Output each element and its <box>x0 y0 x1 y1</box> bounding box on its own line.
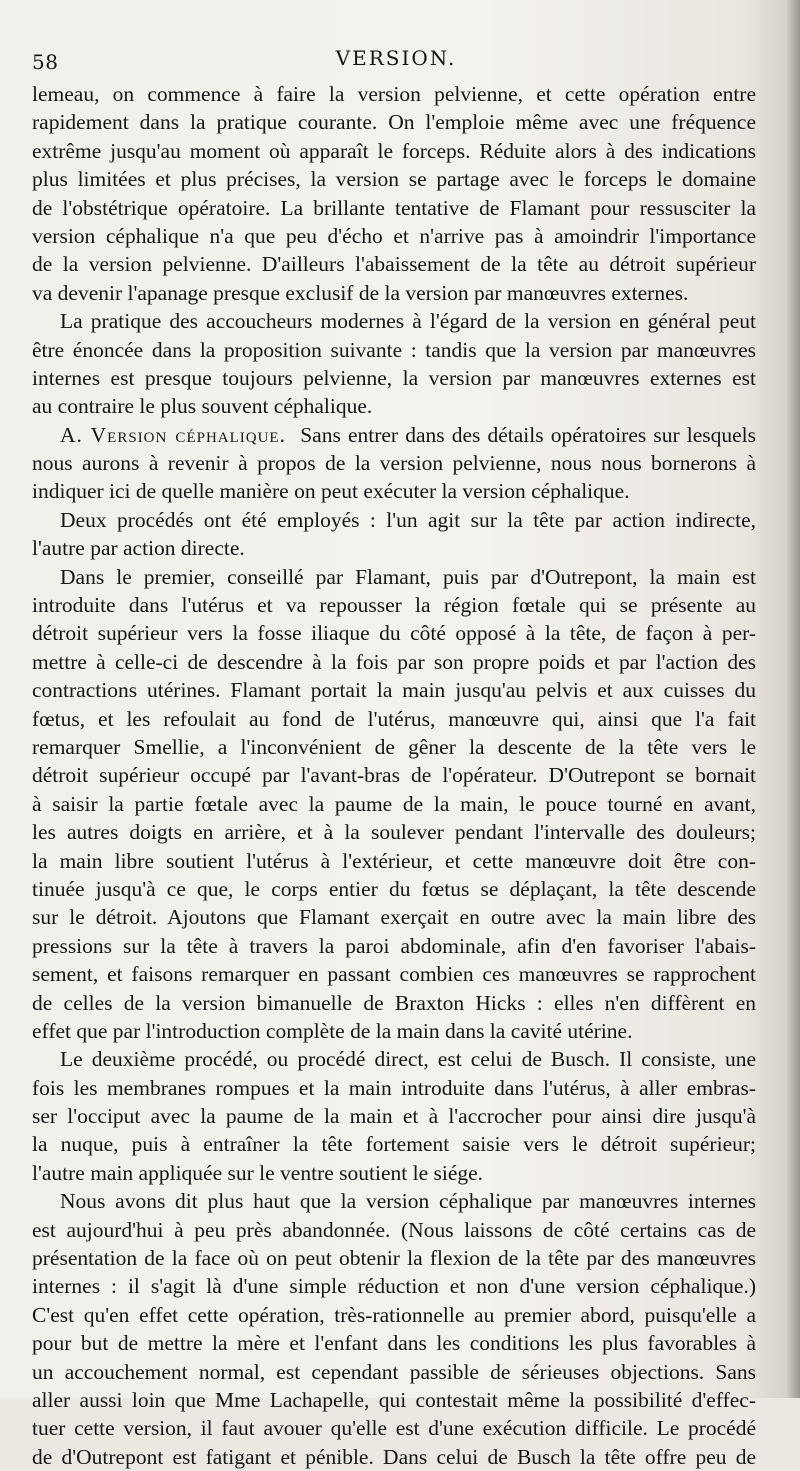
text-line: mettre à celle-ci de descendre à la fois par son propre poids et par l'action des <box>32 649 756 674</box>
page-edge-shadow <box>786 0 800 1398</box>
text-line: Deux procédés ont été employés : l'un agit sur la tête par action indirecte, <box>60 507 756 532</box>
text-line: être énoncée dans la proposition suivante : tandis que la version par manœuvres <box>32 337 756 362</box>
text-line: tuer cette version, il faut avouer qu'elle est d'une exécution difficile. Le procédé <box>32 1416 756 1441</box>
text-line: va devenir l'apanage presque exclusif de la version par manœuvres externes. <box>32 280 689 305</box>
page-number: 58 <box>32 50 59 74</box>
text-line: nous aurons à revenir à propos de la version pelvienne, nous nous bornerons à <box>32 451 756 476</box>
text-line: présentation de la face où on peut obtenir la flexion de la tête par des manœuvres <box>32 1246 756 1271</box>
text-line: sur le détroit. Ajoutons que Flamant exerçait en outre avec la main libre des <box>32 905 756 930</box>
text-line: pour but de mettre la mère et l'enfant dans les conditions les plus favorables à <box>32 1331 756 1356</box>
text-line: est aujourd'hui à peu près abandonnée. (Nous laissons de côté certains cas de <box>32 1217 756 1242</box>
text-line: extrême jusqu'au moment où apparaît le forceps. Réduite alors à des indications <box>32 138 756 163</box>
text-line: pressions sur la tête à travers la paroi abdominale, afin d'en favoriser l'abais- <box>32 933 756 958</box>
text-line: internes est presque toujours pelvienne, la version par manœuvres externes est <box>32 365 756 390</box>
text-line: aller aussi loin que Mme Lachapelle, qui contestait même la possibilité d'effec- <box>32 1387 756 1412</box>
text-line: détroit supérieur vers la fosse iliaque du côté opposé à la tête, de façon à per- <box>32 621 756 646</box>
text-line: de d'Outrepont est fatigant et pénible. Dans celui de Busch la tête offre peu de <box>32 1444 756 1469</box>
text-line: introduite dans l'utérus et va repousser la région fœtale qui se présente au <box>32 593 756 618</box>
text-line: Sans entrer dans des détails opératoires sur lesquels <box>300 422 756 447</box>
text-line: plus limitées et plus précises, la version se partage avec le forceps le domaine <box>32 167 756 192</box>
text-line: C'est qu'en effet cette opération, très-rationnelle au premier abord, puisqu'elle a <box>32 1302 756 1327</box>
text-line: de la version pelvienne. D'ailleurs l'abaissement de la tête au détroit supérieur <box>32 252 756 277</box>
text-line: Dans le premier, conseillé par Flamant, puis par d'Outrepont, la main est <box>60 564 756 589</box>
text-line: l'autre main appliquée sur le ventre soutient le siége. <box>32 1160 484 1185</box>
text-line: fois les membranes rompues et la main introduite dans l'utérus, à aller embras- <box>32 1075 756 1100</box>
text-line: tinuée jusqu'à ce que, le corps entier du fœtus se déplaçant, la tête descende <box>32 876 756 901</box>
text-line: à saisir la partie fœtale avec la paume de la main, le pouce tourné en avant, <box>32 791 756 816</box>
page-header <box>32 44 760 80</box>
text-line: sement, et faisons remarquer en passant combien ces manœuvres se rapprochent <box>32 962 756 987</box>
text-line: la main libre soutient l'utérus à l'extérieur, et cette manœuvre doit être con- <box>32 848 756 873</box>
text-line: Le deuxième procédé, ou procédé direct, est celui de Busch. Il consiste, une <box>60 1047 756 1072</box>
section-heading-line <box>32 421 756 449</box>
text-line: un accouchement normal, est cependant passible de sérieuses objections. Sans <box>32 1359 756 1384</box>
text-line: la nuque, puis à entraîner la tête fortement saisie vers le détroit supérieur; <box>32 1132 756 1157</box>
text-line: de celles de la version bimanuelle de Braxton Hicks : elles n'en diffèrent en <box>32 990 756 1015</box>
text-line: de l'obstétrique opératoire. La brillante tentative de Flamant pour ressusciter la <box>32 195 756 220</box>
body-text <box>32 80 756 1471</box>
text-line: fœtus, et les refoulait au fond de l'utérus, manœuvre qui, ainsi que l'a fait <box>32 706 756 731</box>
text-line: contractions utérines. Flamant portait la main jusqu'au pelvis et aux cuisses du <box>32 678 756 703</box>
section-heading: A. Version céphalique. <box>60 422 286 447</box>
text-line: La pratique des accoucheurs modernes à l'égard de la version en général peut <box>60 309 756 334</box>
text-line: les autres doigts en arrière, et à la soulever pendant l'intervalle des douleurs; <box>32 820 756 845</box>
text-line: au contraire le plus souvent céphalique. <box>32 394 373 419</box>
running-title: VERSION. <box>335 46 457 70</box>
text-line: détroit supérieur occupé par l'avant-bras de l'opérateur. D'Outrepont se bornait <box>32 763 756 788</box>
text-line: ser l'occiput avec la paume de la main et à l'accrocher pour ainsi dire jusqu'à <box>32 1104 756 1129</box>
text-line: version céphalique n'a que peu d'écho et n'arrive pas à amoindrir l'importance <box>32 223 756 248</box>
text-line: remarquer Smellie, a l'inconvénient de gêner la descente de la tête vers le <box>32 734 756 759</box>
text-line: rapidement dans la pratique courante. On l'emploie même avec une fréquence <box>32 110 756 135</box>
text-line: effet que par l'introduction complète de la main dans la cavité utérine. <box>32 1018 633 1043</box>
text-line: internes : il s'agit là d'une simple réduction et non d'une version céphalique.) <box>32 1274 756 1299</box>
text-line: lemeau, on commence à faire la version pelvienne, et cette opération entre <box>32 82 756 106</box>
text-line: l'autre par action directe. <box>32 536 245 561</box>
text-line: Nous avons dit plus haut que la version céphalique par manœuvres internes <box>60 1189 756 1214</box>
text-line: indiquer ici de quelle manière on peut exécuter la version céphalique. <box>32 479 630 504</box>
